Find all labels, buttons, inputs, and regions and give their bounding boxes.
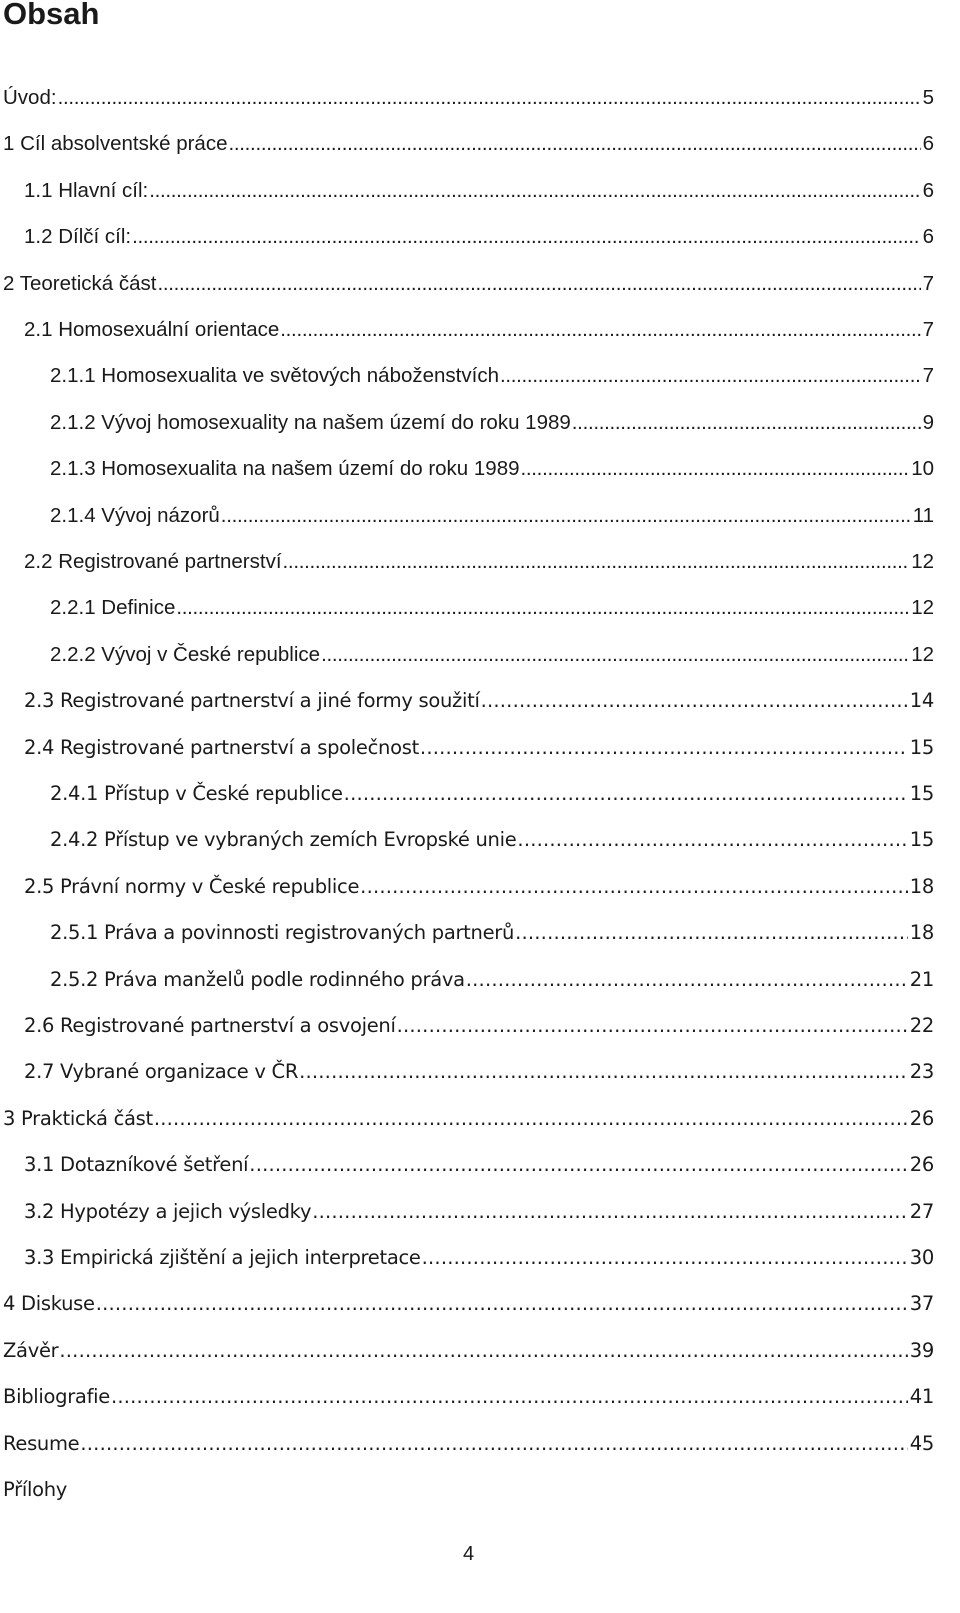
toc-entry-page: 12 <box>911 550 934 573</box>
toc-entry <box>3 1333 934 1369</box>
dot-leader <box>149 173 920 209</box>
toc-entry <box>24 219 934 255</box>
toc-entry-page: 11 <box>912 504 934 527</box>
dot-leader <box>283 544 910 580</box>
toc-entry <box>50 358 934 394</box>
toc-entry-page: 15 <box>909 736 934 759</box>
dot-leader <box>154 1101 908 1137</box>
toc-entry-label: 2.2.1 Definice <box>50 596 176 619</box>
toc-entry-label: 4 Diskuse <box>3 1292 95 1315</box>
toc-entry-label: 2.4.2 Přístup ve vybraných zemích Evropské unie <box>50 828 517 851</box>
toc-entry <box>50 405 934 441</box>
toc-entry-label: 2.5.2 Práva manželů podle rodinného práva <box>50 968 465 991</box>
toc-entry-label: 2.4 Registrované partnerství a společnost <box>24 736 419 759</box>
toc-entry-page: 26 <box>909 1153 934 1176</box>
toc-entry-page: 9 <box>922 411 934 434</box>
toc-entry <box>50 776 934 812</box>
toc-entry <box>3 1286 934 1322</box>
toc-entry <box>3 266 934 302</box>
toc-entry-page: 26 <box>909 1107 934 1130</box>
dot-leader <box>58 80 921 116</box>
toc-entry-label: 3.3 Empirická zjištění a jejich interpretace <box>24 1246 421 1269</box>
dot-leader <box>111 1379 908 1415</box>
toc-entry <box>50 915 934 951</box>
toc-entry-page: 15 <box>909 782 934 805</box>
toc-entry-label: 2 Teoretická část <box>3 272 157 295</box>
dot-leader <box>312 1194 908 1230</box>
toc-entry-page: 30 <box>909 1246 934 1269</box>
toc-entry-page: 23 <box>909 1060 934 1083</box>
toc-entry-page: 39 <box>909 1339 934 1362</box>
toc-entry-page: 18 <box>909 921 934 944</box>
toc-entry <box>50 822 934 858</box>
dot-leader <box>515 915 908 951</box>
toc-entry <box>24 730 934 766</box>
toc-entry-page: 10 <box>911 457 934 480</box>
dot-leader <box>420 730 908 766</box>
toc-entry <box>50 590 934 626</box>
toc-entry-page: 41 <box>909 1385 934 1408</box>
toc-entry-label: 2.5.1 Práva a povinnosti registrovaných partnerů <box>50 921 515 944</box>
dot-leader <box>249 1147 907 1183</box>
toc-entry <box>50 637 934 673</box>
toc-entry <box>50 498 934 534</box>
dot-leader <box>132 219 921 255</box>
page-number: 4 <box>462 1543 475 1565</box>
toc-entry-label: Bibliografie <box>3 1385 110 1408</box>
toc-entry-page: 18 <box>909 875 934 898</box>
dot-leader <box>521 451 910 487</box>
toc-entry-label: 3 Praktická část <box>3 1107 153 1130</box>
toc-entry <box>50 962 934 998</box>
toc-entry <box>24 173 934 209</box>
toc-entry-label: Přílohy <box>3 1478 67 1501</box>
toc-entry-page: 22 <box>909 1014 934 1037</box>
toc-entry-page: 15 <box>909 828 934 851</box>
toc-entry-label: 1 Cíl absolventské práce <box>3 132 228 155</box>
toc-entry-page: 7 <box>922 364 934 387</box>
toc-entry-label: 2.2.2 Vývoj v České republice <box>50 643 321 666</box>
toc-entry <box>24 544 934 580</box>
dot-leader <box>321 637 909 673</box>
toc-entry-label: Resume <box>3 1432 80 1455</box>
dot-leader <box>157 266 920 302</box>
toc-entry <box>3 1426 934 1462</box>
toc-entry <box>24 1054 934 1090</box>
toc-entry-label: Úvod: <box>3 86 57 109</box>
toc-entry-page: 14 <box>909 689 934 712</box>
toc-entry <box>3 1379 934 1415</box>
dot-leader <box>280 312 920 348</box>
toc-entry-page: 6 <box>922 225 934 248</box>
dot-leader <box>299 1054 908 1090</box>
toc-entry <box>24 1240 934 1276</box>
toc-entry-label: 1.1 Hlavní cíl: <box>24 179 149 202</box>
toc-entry <box>3 1101 934 1137</box>
dot-leader <box>422 1240 908 1276</box>
toc-entry-page: 45 <box>909 1432 934 1455</box>
toc-entry-label: 3.2 Hypotézy a jejich výsledky <box>24 1200 312 1223</box>
toc-entry <box>24 1194 934 1230</box>
toc-entry-label: 2.5 Právní normy v České republice <box>24 875 360 898</box>
toc-title: Obsah <box>3 0 100 31</box>
toc-entry <box>24 1147 934 1183</box>
toc-entry <box>50 451 934 487</box>
toc-entry-page: 7 <box>922 272 934 295</box>
dot-leader <box>80 1426 907 1462</box>
toc-entry <box>24 683 934 719</box>
toc-entry-page: 5 <box>922 86 934 109</box>
toc-entry-label: 2.1 Homosexuální orientace <box>24 318 280 341</box>
dot-leader <box>500 358 921 394</box>
toc-entry-page: 12 <box>911 643 934 666</box>
toc-entry-page: 27 <box>909 1200 934 1223</box>
toc-entry-label: 2.6 Registrované partnerství a osvojení <box>24 1014 396 1037</box>
toc-entry-page: 7 <box>922 318 934 341</box>
toc-entry-page: 6 <box>922 132 934 155</box>
toc-entry <box>3 126 934 162</box>
toc-entry-label: 1.2 Dílčí cíl: <box>24 225 132 248</box>
toc-entry-label: 2.1.2 Vývoj homosexuality na našem území do roku 1989 <box>50 411 571 434</box>
toc-entry-label: 3.1 Dotazníkové šetření <box>24 1153 249 1176</box>
toc-entry-label: 2.3 Registrované partnerství a jiné formy soužití <box>24 689 480 712</box>
toc-entry <box>24 1008 934 1044</box>
toc-entry-label: 2.1.1 Homosexualita ve světových náboženstvích <box>50 364 499 387</box>
toc-entry-page: 6 <box>922 179 934 202</box>
dot-leader <box>466 962 908 998</box>
dot-leader <box>221 498 911 534</box>
dot-leader <box>176 590 909 626</box>
dot-leader <box>517 822 907 858</box>
dot-leader <box>360 869 908 905</box>
toc-entry-page: 37 <box>909 1292 934 1315</box>
dot-leader <box>59 1333 907 1369</box>
toc-entry-label: 2.1.3 Homosexualita na našem území do roku 1989 <box>50 457 520 480</box>
toc-entry <box>24 312 934 348</box>
toc-entry-page: 12 <box>911 596 934 619</box>
toc-entry-label: 2.4.1 Přístup v České republice <box>50 782 343 805</box>
dot-leader <box>96 1286 908 1322</box>
toc-entry-label: 2.2 Registrované partnerství <box>24 550 282 573</box>
toc-entry-page: 21 <box>909 968 934 991</box>
toc-entry <box>3 1472 934 1508</box>
toc-entry-label: 2.7 Vybrané organizace v ČR <box>24 1060 299 1083</box>
dot-leader <box>572 405 921 441</box>
toc-entry <box>3 80 934 116</box>
toc-entry <box>24 869 934 905</box>
dot-leader <box>481 683 908 719</box>
dot-leader <box>344 776 908 812</box>
dot-leader <box>228 126 920 162</box>
toc-entry-label: 2.1.4 Vývoj názorů <box>50 504 220 527</box>
dot-leader <box>397 1008 908 1044</box>
toc-entry-label: Závěr <box>3 1339 59 1362</box>
